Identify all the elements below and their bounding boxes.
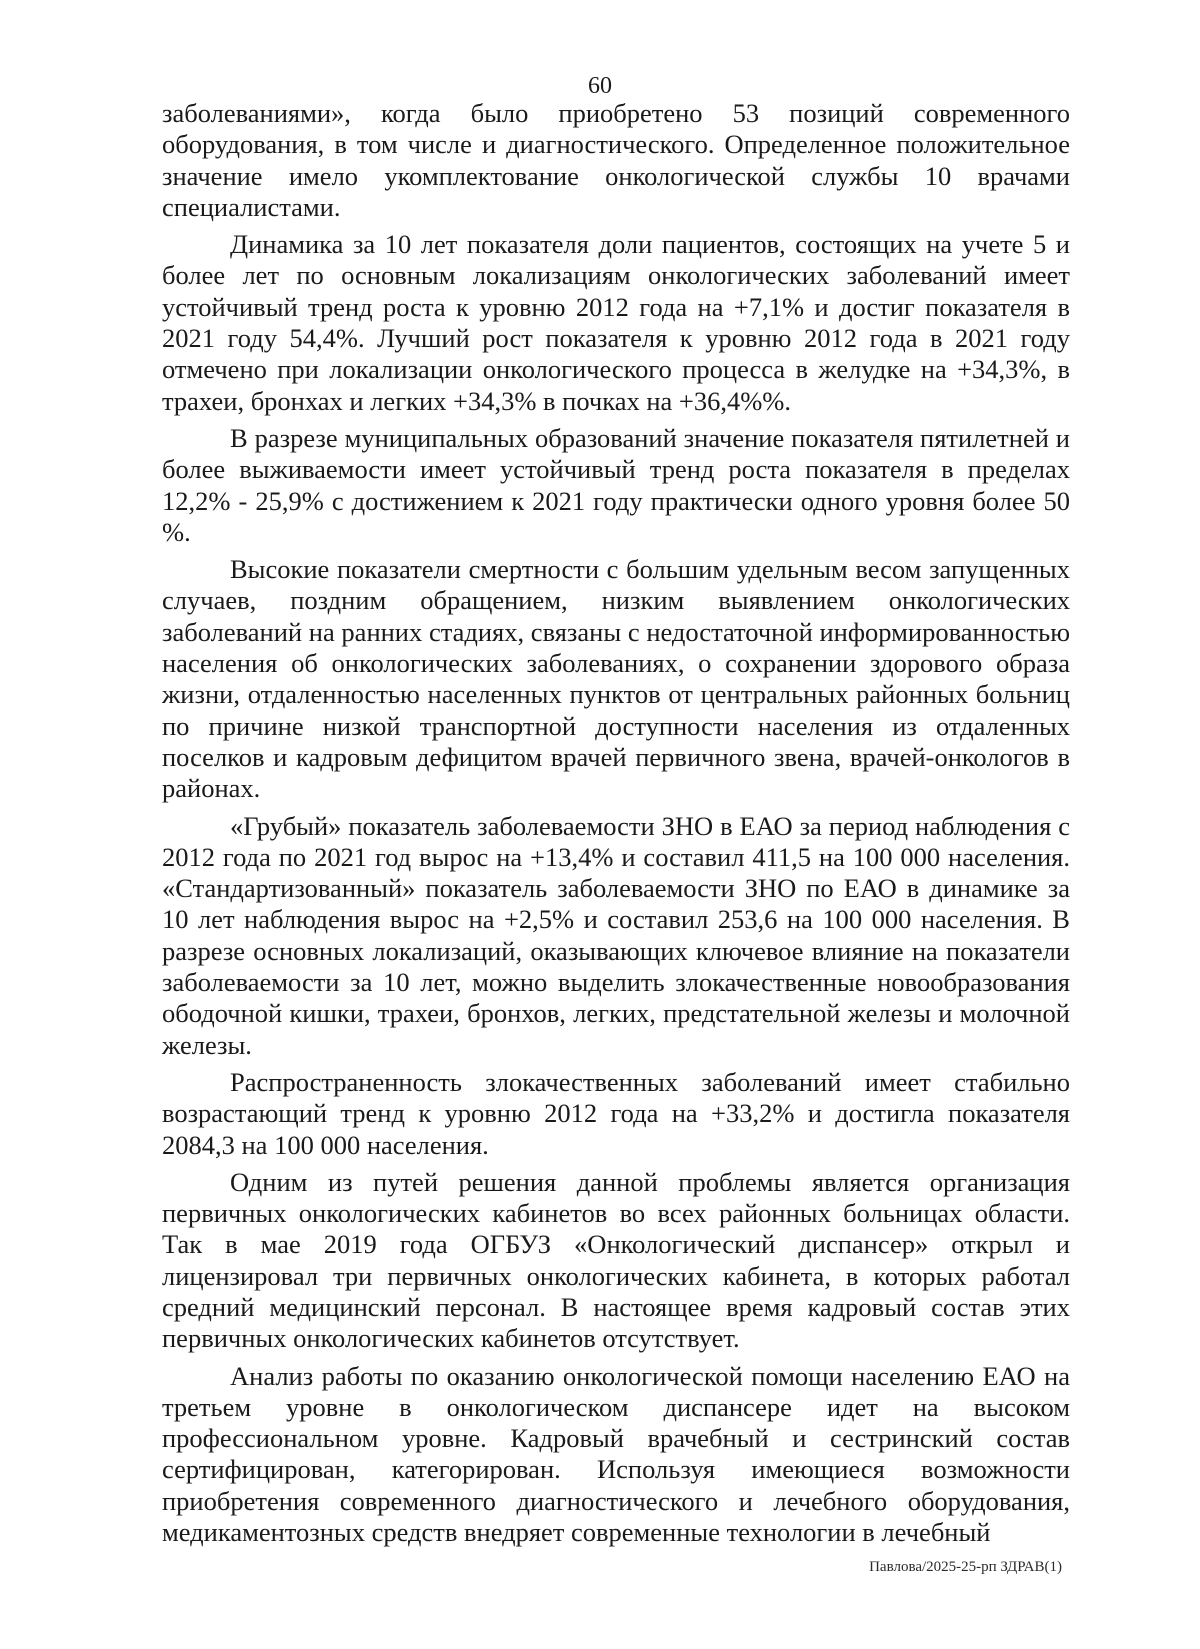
document-footer-reference: Павлова/2025-25-рп ЗДРАВ(1)	[869, 1559, 1062, 1575]
paragraph-primary-cabinets: Одним из путей решения данной проблемы является организация первичных онкологических кабинетов во всех районных больницах области. Так в мае 2019 года ОГБУЗ «Онкологический диспансер» открыл и лицензировал три первичных онкологических кабинета, в которых работал средний медицинский персонал. В настоящее время кадровый состав этих первичных онкологических кабинетов отсутствует.	[162, 1166, 1070, 1354]
page-number: 60	[588, 73, 612, 99]
document-body	[162, 98, 1070, 1554]
paragraph-survival-dynamics: Динамика за 10 лет показателя доли пациентов, состоящих на учете 5 и более лет по основным локализациям онкологических заболеваний имеет устойчивый тренд роста к уровню 2012 года на +7,1% и достиг показателя в 2021 году 54,4%. Лучший рост показателя к уровню 2012 года в 2021 году отмечено при локализации онкологического процесса в желудке на +34,3%, в трахеи, бронхах и легких +34,3% в почках на +36,4%%.	[162, 229, 1070, 416]
paragraph-municipal-survival: В разрезе муниципальных образований значение показателя пятилетней и более выживаемости имеет устойчивый тренд роста показателя в пределах 12,2% - 25,9% с достижением к 2021 году практически одного уровня более 50 %.	[162, 422, 1070, 547]
paragraph-incidence-rate: «Грубый» показатель заболеваемости ЗНО в ЕАО за период наблюдения с 2012 года по 2021 год вырос на +13,4% и составил 411,5 на 100 000 населения. «Стандартизованный» показатель заболеваемости ЗНО по ЕАО в динамике за 10 лет наблюдения вырос на +2,5% и составил 253,6 на 100 000 населения. В разрезе основных локализаций, оказывающих ключевое влияние на показатели заболеваемости за 10 лет, можно выделить злокачественные новообразования ободочной кишки, трахеи, бронхов, легких, предстательной железы и молочной железы.	[162, 810, 1070, 1060]
paragraph-continuation: заболеваниями», когда было приобретено 53 позиций современного оборудования, в том числе и диагностического. Определенное положительное значение имело укомплектование онкологической службы 10 врачами специалистами.	[162, 98, 1070, 222]
paragraph-mortality-causes: Высокие показатели смертности с большим удельным весом запущенных случаев, поздним обращением, низким выявлением онкологических заболеваний на ранних стадиях, связаны с недостаточной информированностью населения об онкологических заболеваниях, о сохранении здорового образа жизни, отдаленностью населенных пунктов от центральных районных больниц по причине низкой транспортной доступности населения из отдаленных поселков и кадровым дефицитом врачей первичного звена, врачей-онкологов в районах.	[162, 554, 1070, 804]
paragraph-prevalence: Распространенность злокачественных заболеваний имеет стабильно возрастающий тренд к уровню 2012 года на +33,2% и достигла показателя 2084,3 на 100 000 населения.	[162, 1066, 1070, 1160]
paragraph-third-level-analysis: Анализ работы по оказанию онкологической помощи населению ЕАО на третьем уровне в онкологическом диспансере идет на высоком профессиональном уровне. Кадровый врачебный и сестринский состав сертифицирован, категорирован. Используя имеющиеся возможности приобретения современного диагностического и лечебного оборудования, медикаментозных средств внедряет современные технологии в лечебный	[162, 1360, 1070, 1548]
